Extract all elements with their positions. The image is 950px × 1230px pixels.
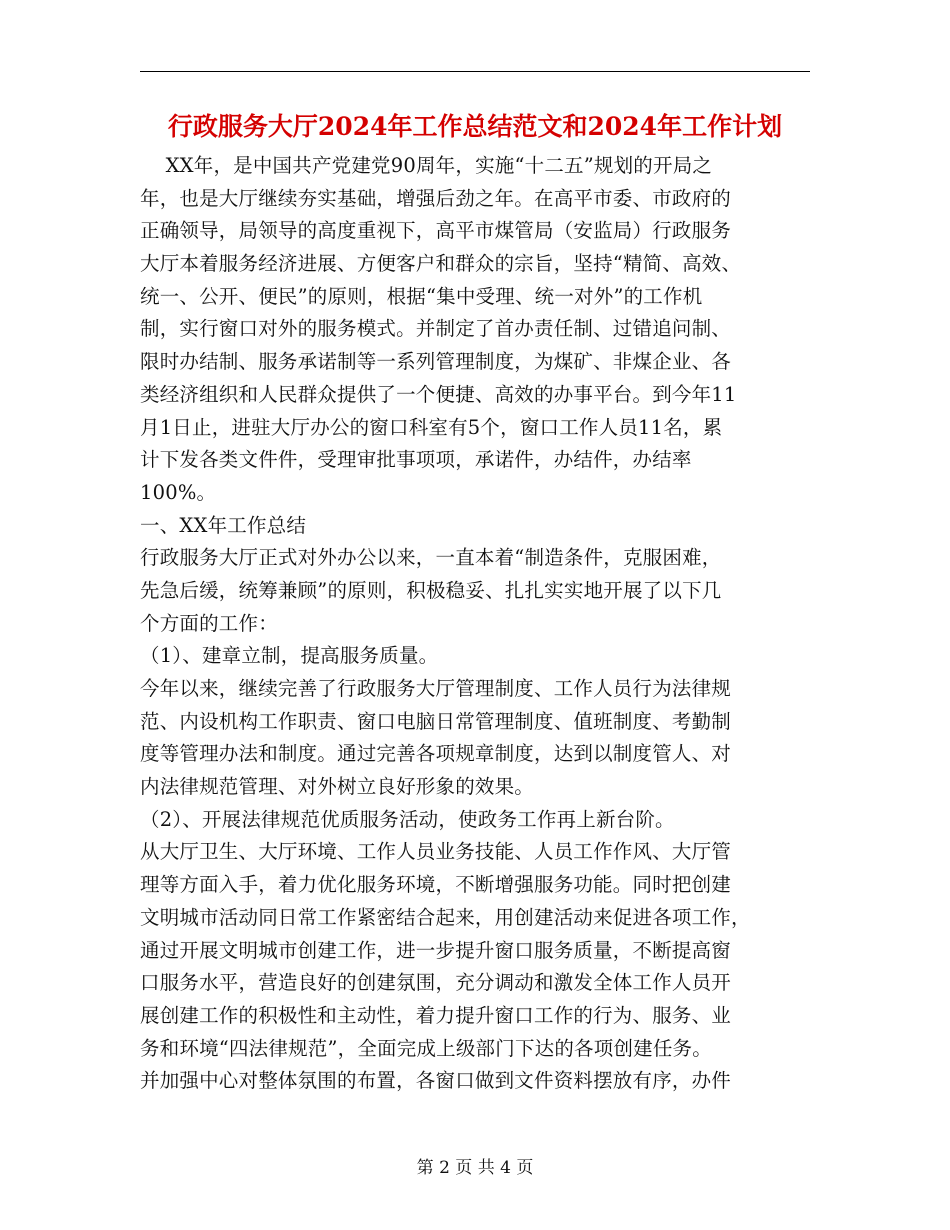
body-line: 个方面的工作：	[140, 611, 278, 635]
subsection-heading: （2）、开展法律规范优质服务活动，使政务工作再上新台阶。	[140, 807, 675, 831]
body-line: 限时办结制、服务承诺制等一系列管理制度，为煤矿、非煤企业、各	[140, 350, 732, 374]
body-line: 月1日止，进驻大厅办公的窗口科室有5个，窗口工作人员11名，累	[140, 415, 723, 439]
page-footer: 第 2 页 共 4 页	[416, 1158, 534, 1178]
body-line: 统一、公开、便民”的原则，根据“集中受理、统一对外”的工作机	[140, 284, 703, 308]
body-line: 大厅本着服务经济进展、方便客户和群众的宗旨，坚持“精简、高效、	[140, 252, 742, 276]
body-line: 行政服务大厅正式对外办公以来，一直本着“制造条件，克服困难，	[140, 546, 722, 570]
header-rule	[140, 71, 810, 72]
body-line: 通过开展文明城市创建工作，进一步提升窗口服务质量，不断提高窗	[140, 938, 732, 962]
section-heading: 一、XX年工作总结	[140, 513, 307, 537]
body-line: 年，也是大厅继续夯实基础，增强后劲之年。在高平市委、市政府的	[140, 186, 732, 210]
body-line: 文明城市活动同日常工作紧密结合起来，用创建活动来促进各项工作，	[140, 905, 751, 929]
body-line: 务和环境“四法律规范”，全面完成上级部门下达的各项创建任务。	[140, 1036, 712, 1060]
document-title: 行政服务大厅2024年工作总结范文和2024年工作计划	[167, 112, 783, 141]
body-line: 理等方面入手，着力优化服务环境，不断增强服务功能。同时把创建	[140, 873, 732, 897]
body-line: 并加强中心对整体氛围的布置，各窗口做到文件资料摆放有序，办件	[140, 1069, 732, 1093]
body-line: XX年，是中国共产党建党90周年，实施“十二五”规划的开局之	[140, 154, 713, 177]
body-line: 计下发各类文件件，受理审批事项项，承诺件，办结件，办结率	[140, 448, 692, 472]
subsection-heading: （1）、建章立制，提高服务质量。	[140, 644, 439, 668]
body-line: 先急后缓，统筹兼顾”的原则，积极稳妥、扎扎实实地开展了以下几	[140, 578, 722, 602]
body-line: 类经济组织和人民群众提供了一个便捷、高效的办事平台。到今年11	[140, 382, 737, 406]
body-line: 范、内设机构工作职责、窗口电脑日常管理制度、值班制度、考勤制	[140, 709, 732, 733]
body-line: 度等管理办法和制度。通过完善各项规章制度，达到以制度管人、对	[140, 742, 732, 766]
body-line: 正确领导，局领导的高度重视下，高平市煤管局（安监局）行政服务	[140, 219, 732, 243]
body-line: 内法律规范管理、对外树立良好形象的效果。	[140, 775, 535, 799]
body-line: 制，实行窗口对外的服务模式。并制定了首办责任制、过错追问制、	[140, 317, 732, 341]
body-line: 100%。	[140, 480, 217, 504]
document-body	[140, 150, 812, 1098]
body-line: 今年以来，继续完善了行政服务大厅管理制度、工作人员行为法律规	[140, 677, 732, 700]
body-line: 从大厅卫生、大厅环境、工作人员业务技能、人员工作作风、大厅管	[140, 840, 732, 864]
body-line: 展创建工作的积极性和主动性，着力提升窗口工作的行为、服务、业	[140, 1003, 732, 1027]
body-line: 口服务水平，营造良好的创建氛围，充分调动和激发全体工作人员开	[140, 971, 732, 995]
